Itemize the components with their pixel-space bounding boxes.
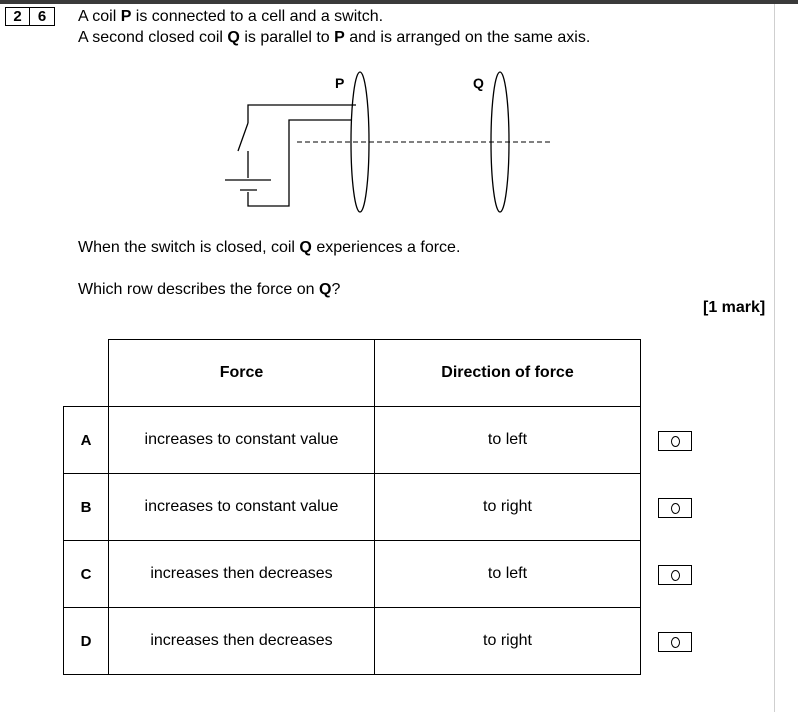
question-line-2: A second closed coil Q is parallel to P and is arranged on the same axis. [78,29,591,46]
row-force: increases then decreases [109,608,375,675]
answer-bubble-a[interactable] [658,431,692,451]
header-force: Force [109,340,375,407]
top-border [0,0,798,4]
row-letter: B [64,474,109,541]
switch [238,123,248,151]
row-force: increases to constant value [109,474,375,541]
right-margin-rule [774,4,775,712]
row-letter: C [64,541,109,608]
coil-p-label: P [335,75,345,91]
marks-label: [1 mark] [703,299,766,316]
row-direction: to right [375,474,641,541]
answer-oval-icon [671,503,680,514]
row-direction: to left [375,541,641,608]
row-direction: to left [375,407,641,474]
row-letter: A [64,407,109,474]
question-line-4: Which row describes the force on Q? [78,281,341,298]
wire-bottom [248,120,351,206]
table-row [64,608,641,675]
row-direction: to right [375,608,641,675]
table-row [64,541,641,608]
row-force: increases then decreases [109,541,375,608]
coil-q-label: Q [473,75,484,91]
answer-bubble-c[interactable] [658,565,692,585]
header-direction: Direction of force [375,340,641,407]
row-letter: D [64,608,109,675]
table-row [64,474,641,541]
answer-oval-icon [671,570,680,581]
answer-table [63,339,641,675]
question-line-3: When the switch is closed, coil Q experiences a force. [78,239,461,256]
header-blank-cell [64,340,109,407]
question-number [5,7,55,26]
question-number-digit: 2 [5,7,30,26]
answer-bubble-b[interactable] [658,498,692,518]
question-number-digit: 6 [30,7,55,26]
question-line-1: A coil P is connected to a cell and a switch. [78,8,384,25]
answer-bubble-d[interactable] [658,632,692,652]
coil-diagram [215,68,560,218]
answer-oval-icon [671,436,680,447]
table-row [64,407,641,474]
row-force: increases to constant value [109,407,375,474]
answer-oval-icon [671,637,680,648]
table-header-row [64,340,641,407]
